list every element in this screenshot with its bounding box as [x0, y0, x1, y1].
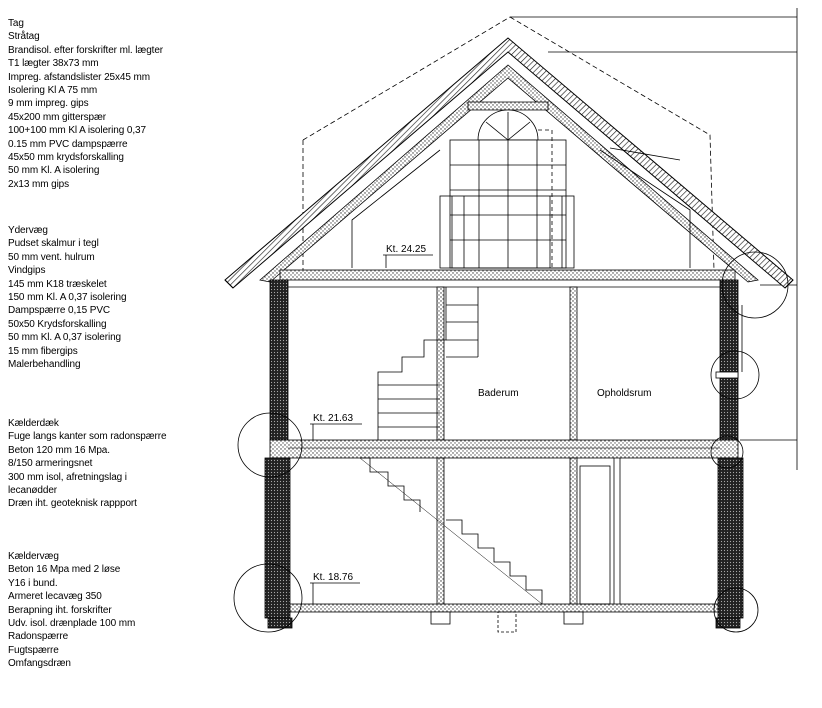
french-doors [440, 110, 574, 268]
note-line: Kældervæg [8, 551, 59, 562]
note-line: 8/150 armeringsnet [8, 458, 93, 470]
note-line: Tag [8, 18, 24, 29]
stair-upper [378, 287, 478, 440]
note-line: 0.15 mm PVC dampspærre [8, 138, 128, 150]
note-line: Udv. isol. drænplade 100 mm [8, 618, 136, 630]
stair-basement [360, 458, 542, 604]
note-line: Vindgips [8, 265, 46, 277]
level-label: Kt. 24.25 [386, 244, 427, 255]
note-line: 45x200 mm gitterspær [8, 111, 107, 123]
note-line: 9 mm impreg. gips [8, 98, 89, 110]
room-label: Opholdsrum [597, 388, 652, 399]
note-line: Fuge langs kanter som radonspærre [8, 431, 167, 443]
note-line: 145 mm K18 træskelet [8, 278, 107, 290]
note-line: Kælderdæk [8, 418, 59, 429]
note-line: 45x50 mm krydsforskalling [8, 152, 124, 164]
note-line: Dræn iht. geoteknisk rappport [8, 498, 137, 510]
note-line: lecanødder [8, 485, 58, 497]
note-line: 50 mm Kl. A 0,37 isolering [8, 332, 122, 344]
note-line: Berapning iht. forskrifter [8, 604, 112, 616]
level-label: Kt. 21.63 [313, 413, 354, 424]
level-label: Kt. 18.76 [313, 572, 354, 583]
basement-deck [270, 440, 738, 458]
note-line: Ydervæg [8, 225, 48, 236]
note-line: Pudset skalmur i tegl [8, 238, 99, 250]
note-line: T1 lægter 38x73 mm [8, 58, 99, 70]
attic-floor [280, 270, 735, 280]
note-line: 50 mm vent. hulrum [8, 251, 95, 263]
basement-door [580, 458, 620, 604]
note-line: 50x50 Krydsforskalling [8, 318, 107, 330]
room-label: Baderum [478, 388, 519, 399]
note-line: Radonspærre [8, 631, 69, 643]
note-line: Omfangsdræn [8, 658, 71, 670]
note-line: Fugtspærre [8, 644, 59, 656]
level-markers [310, 255, 433, 604]
note-line: 15 mm fibergips [8, 345, 78, 357]
note-line: Dampspærre 0,15 PVC [8, 305, 111, 317]
note-line: Malerbehandling [8, 359, 81, 371]
note-line: 150 mm Kl. A 0,37 isolering [8, 292, 127, 304]
basement-walls [265, 458, 743, 632]
note-line: Impreg. afstandslister 25x45 mm [8, 71, 150, 83]
note-line: Brandisol. efter forskrifter ml. lægter [8, 44, 164, 56]
note-line: 2x13 mm gips [8, 178, 70, 190]
note-line: Isolering Kl A 75 mm [8, 85, 98, 97]
note-line: Beton 120 mm 16 Mpa. [8, 444, 110, 456]
note-line: Beton 16 Mpa med 2 løse [8, 564, 121, 576]
note-line: Y16 i bund. [8, 577, 58, 589]
note-line: Stråtag [8, 31, 40, 43]
note-line: 100+100 mm Kl A isolering 0,37 [8, 125, 146, 137]
note-line: 300 mm isol, afretningslag i [8, 471, 127, 483]
note-line: Armeret lecavæg 350 [8, 591, 102, 603]
note-line: 50 mm Kl. A isolering [8, 165, 100, 177]
